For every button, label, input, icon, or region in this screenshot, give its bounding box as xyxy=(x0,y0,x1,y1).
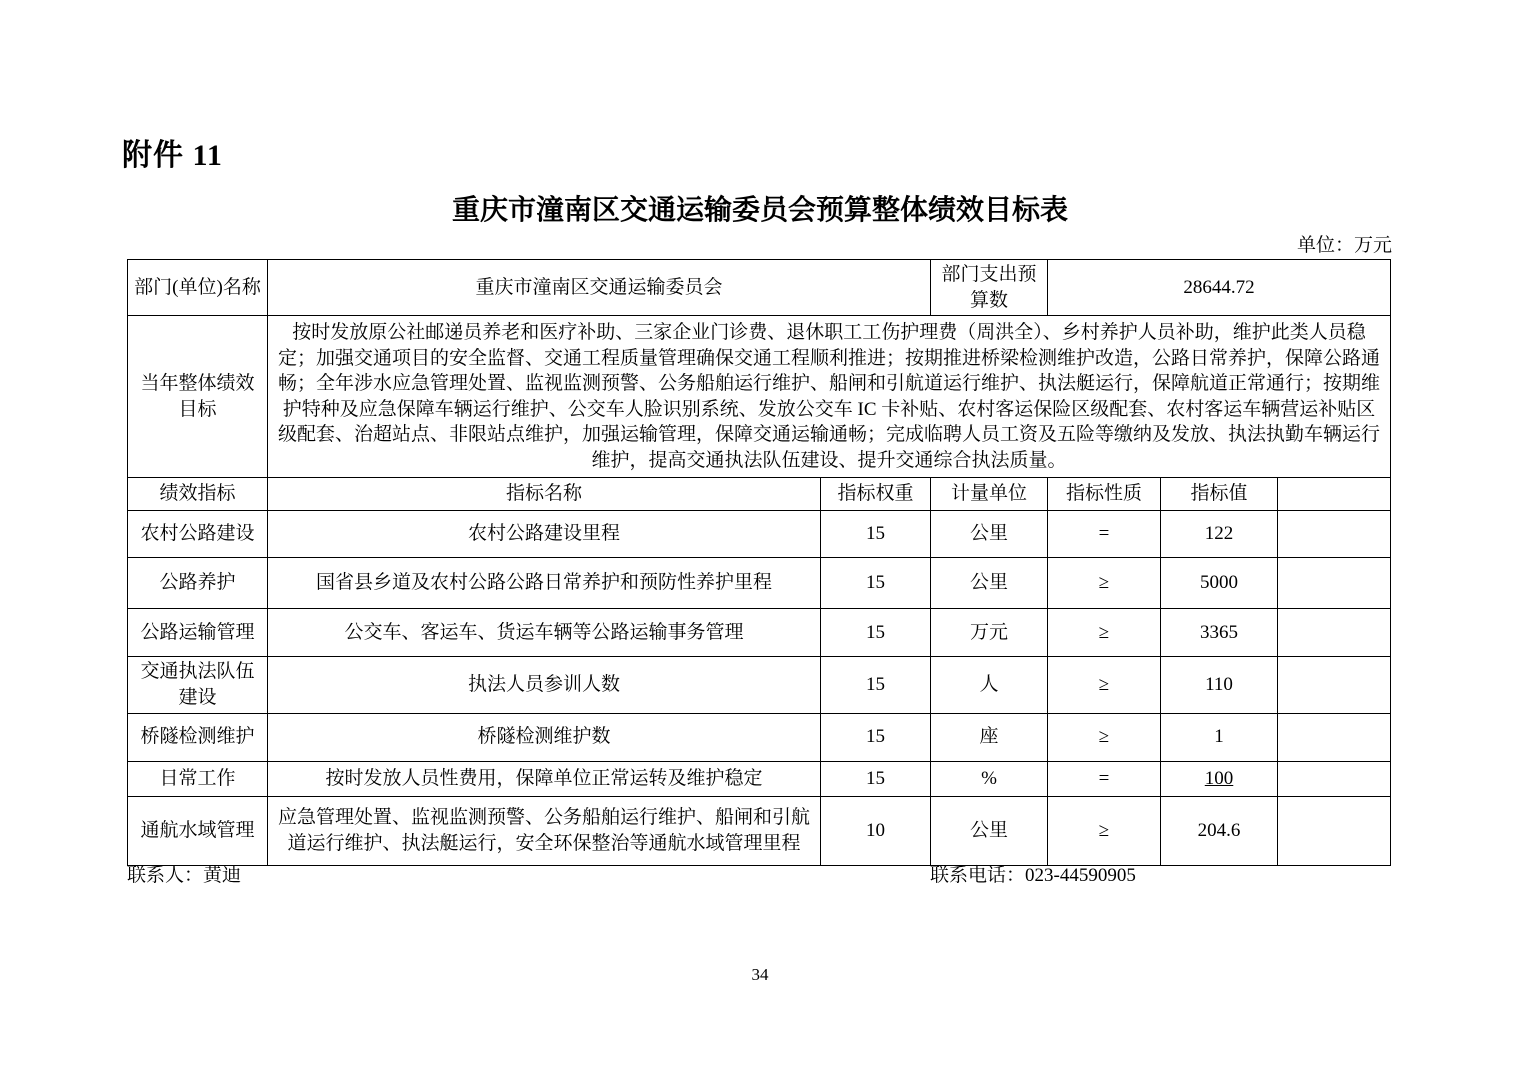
indicator-cell: 桥隧检测维护 xyxy=(128,713,268,761)
table-row xyxy=(128,511,1391,558)
table-row xyxy=(128,761,1391,796)
name-cell: 农村公路建设里程 xyxy=(268,511,821,558)
header-value: 指标值 xyxy=(1161,478,1278,511)
empty-cell xyxy=(1278,796,1391,865)
unit-cell: 公里 xyxy=(931,511,1048,558)
empty-cell xyxy=(1278,657,1391,713)
performance-target-table xyxy=(127,259,1391,866)
empty-cell xyxy=(1278,713,1391,761)
name-cell: 桥隧检测维护数 xyxy=(268,713,821,761)
unit-note: 单位：万元 xyxy=(1296,235,1392,256)
unit-cell: 公里 xyxy=(931,796,1048,865)
weight-cell: 15 xyxy=(821,713,931,761)
table-row xyxy=(128,558,1391,609)
attachment-label: 附件 11 xyxy=(122,139,223,172)
value-cell: 122 xyxy=(1161,511,1278,558)
weight-cell: 15 xyxy=(821,609,931,657)
weight-cell: 15 xyxy=(821,657,931,713)
nature-cell: ≥ xyxy=(1048,558,1161,609)
annual-goal-row xyxy=(128,316,1391,478)
indicator-cell: 通航水域管理 xyxy=(128,796,268,865)
name-cell: 执法人员参训人数 xyxy=(268,657,821,713)
goal-text-cell: 按时发放原公社邮递员养老和医疗补助、三家企业门诊费、退休职工工伤护理费（周洪全）、乡村养护人员补助，维护此类人员稳定；加强交通项目的安全监督、交通工程质量管理确保交通工程顺利推进；按期推进桥梁检测维护改造，公路日常养护，保障公路通畅；全年涉水应急管理处置、监视监测预警、公务船舶运行维护、船闸和引航道运行维护、执法艇运行，保障航道正常通行；按期维护特种及应急保障车辆运行维护、公交车人脸识别系统、发放公交车 IC 卡补贴、农村客运保险区级配套、农村客运车辆营运补贴区级配套、治超站点、非限站点维护，加强运输管理，保障交通运输通畅；完成临聘人员工资及五险等缴纳及发放、执法执勤车辆运行维护，提高交通执法队伍建设、提升交通综合执法质量。 xyxy=(268,316,1391,478)
indicator-cell: 公路养护 xyxy=(128,558,268,609)
table-row xyxy=(128,713,1391,761)
indicator-cell: 农村公路建设 xyxy=(128,511,268,558)
value-cell: 3365 xyxy=(1161,609,1278,657)
value-cell: 100 xyxy=(1161,761,1278,796)
nature-cell: ≥ xyxy=(1048,609,1161,657)
budget-label-cell: 部门支出预算数 xyxy=(931,260,1048,316)
page-number: 34 xyxy=(751,965,769,984)
nature-cell: ≥ xyxy=(1048,796,1161,865)
table-row xyxy=(128,609,1391,657)
empty-cell xyxy=(1278,511,1391,558)
name-cell: 公交车、客运车、货运车辆等公路运输事务管理 xyxy=(268,609,821,657)
goal-label-cell: 当年整体绩效目标 xyxy=(128,316,268,478)
empty-cell xyxy=(1278,761,1391,796)
header-nature: 指标性质 xyxy=(1048,478,1161,511)
nature-cell: ≥ xyxy=(1048,657,1161,713)
contact-person: 联系人：黄迪 xyxy=(127,865,242,886)
weight-cell: 15 xyxy=(821,558,931,609)
header-name: 指标名称 xyxy=(268,478,821,511)
department-name-cell: 重庆市潼南区交通运输委员会 xyxy=(268,260,931,316)
department-label-cell: 部门(单位)名称 xyxy=(128,260,268,316)
weight-cell: 15 xyxy=(821,511,931,558)
name-cell: 按时发放人员性费用，保障单位正常运转及维护稳定 xyxy=(268,761,821,796)
budget-value-cell: 28644.72 xyxy=(1048,260,1391,316)
table-header-row xyxy=(128,478,1391,511)
name-cell: 应急管理处置、监视监测预警、公务船舶运行维护、船闸和引航道运行维护、执法艇运行，安全环保整治等通航水域管理里程 xyxy=(268,796,821,865)
indicator-cell: 日常工作 xyxy=(128,761,268,796)
weight-cell: 15 xyxy=(821,761,931,796)
header-unit: 计量单位 xyxy=(931,478,1048,511)
empty-cell xyxy=(1278,558,1391,609)
table-row xyxy=(128,657,1391,713)
indicator-cell: 公路运输管理 xyxy=(128,609,268,657)
value-cell: 5000 xyxy=(1161,558,1278,609)
unit-cell: 万元 xyxy=(931,609,1048,657)
value-cell: 204.6 xyxy=(1161,796,1278,865)
unit-cell: 座 xyxy=(931,713,1048,761)
nature-cell: ≥ xyxy=(1048,713,1161,761)
value-cell: 1 xyxy=(1161,713,1278,761)
empty-cell xyxy=(1278,609,1391,657)
name-cell: 国省县乡道及农村公路公路日常养护和预防性养护里程 xyxy=(268,558,821,609)
contact-phone: 联系电话：023-44590905 xyxy=(930,865,1136,886)
value-cell: 110 xyxy=(1161,657,1278,713)
nature-cell: = xyxy=(1048,761,1161,796)
header-empty xyxy=(1278,478,1391,511)
table-row xyxy=(128,796,1391,865)
unit-cell: 人 xyxy=(931,657,1048,713)
unit-cell: % xyxy=(931,761,1048,796)
weight-cell: 10 xyxy=(821,796,931,865)
department-row xyxy=(128,260,1391,316)
indicator-cell: 交通执法队伍建设 xyxy=(128,657,268,713)
unit-cell: 公里 xyxy=(931,558,1048,609)
header-weight: 指标权重 xyxy=(821,478,931,511)
page-title: 重庆市潼南区交通运输委员会预算整体绩效目标表 xyxy=(451,195,1068,226)
nature-cell: = xyxy=(1048,511,1161,558)
header-indicator: 绩效指标 xyxy=(128,478,268,511)
